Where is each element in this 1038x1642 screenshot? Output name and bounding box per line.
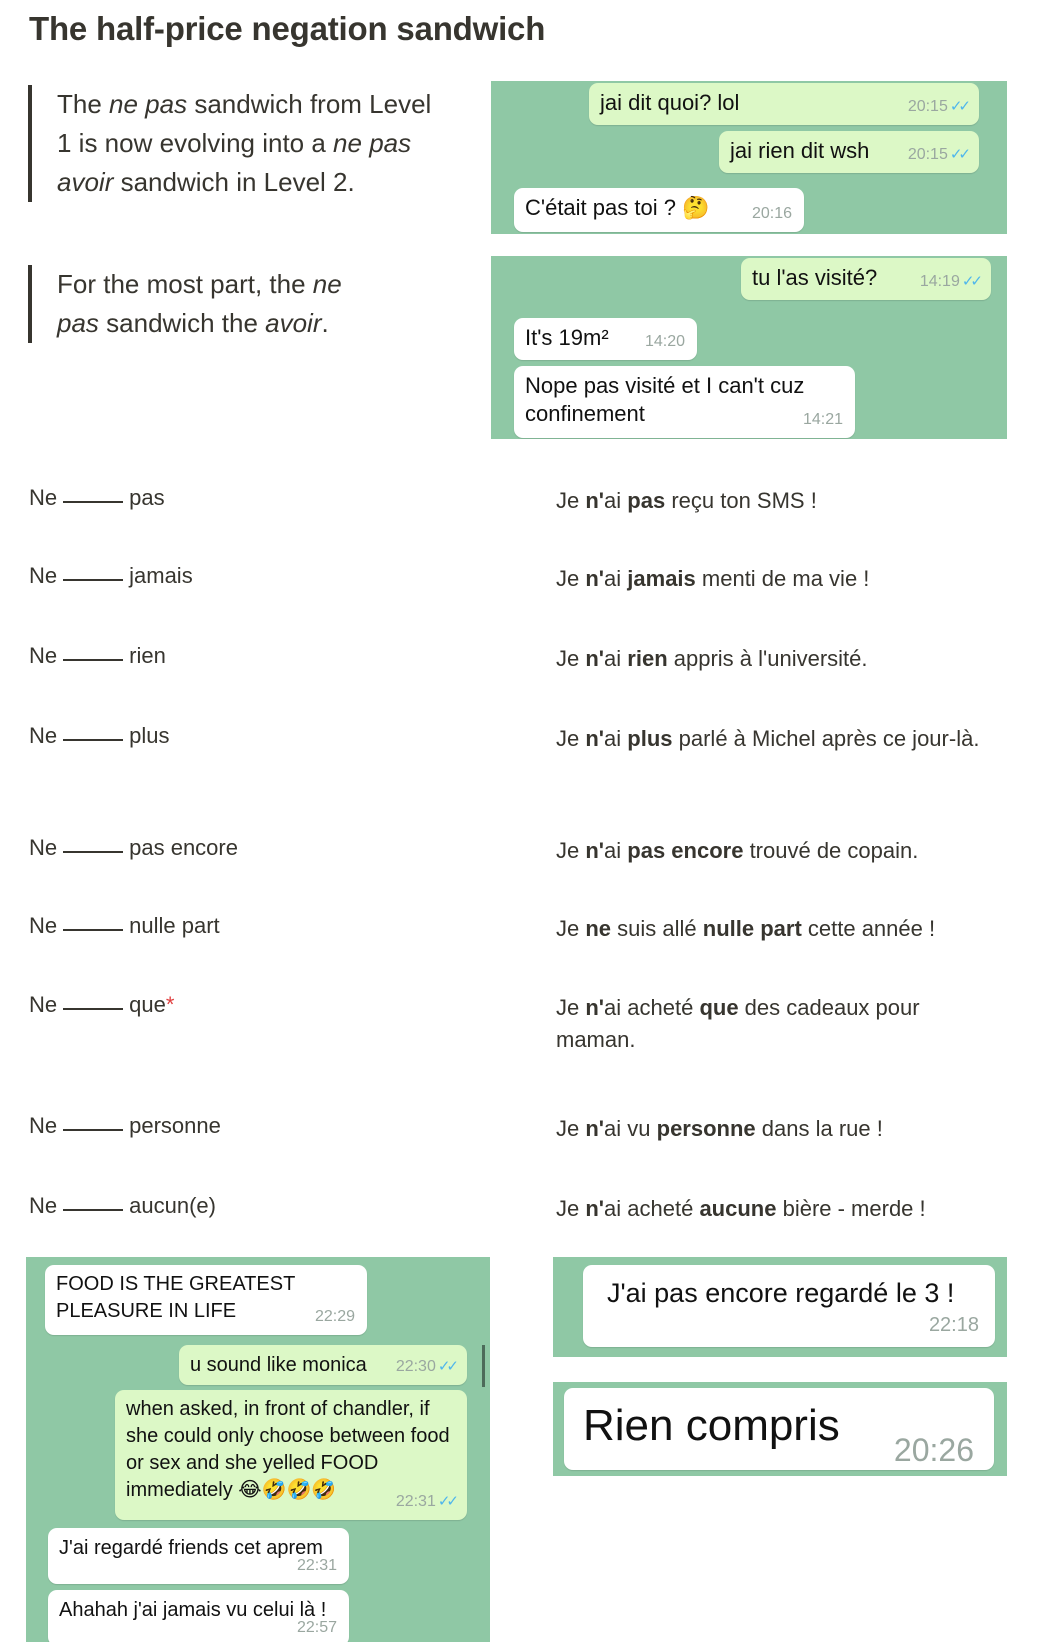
quote-block — [28, 85, 437, 202]
sentence-part: appris à l'université. — [667, 646, 868, 671]
blank-line — [63, 578, 123, 581]
blank-line — [63, 658, 123, 661]
negation-word: nulle part — [129, 913, 220, 938]
chat-screenshot — [491, 256, 1007, 439]
message-time: 14:19 ✓✓ — [919, 273, 979, 290]
sentence-bold-part: n' — [585, 1116, 605, 1141]
chat-bubble-incoming — [48, 1528, 349, 1584]
negation-pattern — [29, 563, 193, 589]
sentence-bold-part: plus — [627, 726, 673, 751]
example-sentence — [556, 1193, 996, 1225]
ne-word: Ne — [29, 913, 58, 938]
message-text: FOOD IS THE GREATEST PLEASURE IN LIFE — [56, 1273, 295, 1322]
negation-pattern — [29, 723, 169, 749]
message-time: 22:29 — [314, 1308, 355, 1325]
chat-bubble-incoming — [514, 188, 804, 232]
negation-pattern — [29, 835, 238, 861]
chat-bubble-outgoing — [719, 131, 979, 173]
example-sentence — [556, 485, 996, 517]
message-text: J'ai regardé friends cet aprem — [59, 1537, 323, 1559]
quote-italic: ne pas — [109, 89, 188, 119]
example-sentence — [556, 723, 996, 755]
sentence-bold-part: n' — [585, 646, 605, 671]
sentence-part: trouvé de copain. — [743, 838, 919, 863]
sentence-bold-part: n' — [585, 566, 605, 591]
sentence-part: Je — [556, 646, 586, 671]
quote-block — [28, 265, 387, 343]
read-ticks-icon: ✓✓ — [961, 273, 979, 290]
example-sentence — [556, 643, 996, 675]
message-time: 14:20 — [644, 333, 685, 350]
ne-word: Ne — [29, 992, 58, 1017]
chat-bubble-outgoing — [741, 258, 991, 300]
sentence-part: ai — [604, 488, 628, 513]
sentence-part: des cadeaux pour maman. — [556, 995, 920, 1052]
negation-pattern — [29, 913, 220, 939]
sentence-part: ai — [604, 646, 628, 671]
sentence-part: ai vu — [604, 1116, 657, 1141]
asterisk-mark: * — [165, 992, 175, 1017]
negation-word: pas — [129, 485, 165, 510]
blank-line — [63, 1007, 123, 1010]
negation-word: pas encore — [129, 835, 238, 860]
chat-screenshot — [553, 1382, 1007, 1476]
sentence-part: ai acheté — [604, 995, 700, 1020]
message-text: jai rien dit wsh — [730, 138, 870, 163]
sentence-bold-part: aucune — [699, 1196, 777, 1221]
negation-word: que — [129, 992, 166, 1017]
sentence-bold-part: rien — [627, 646, 668, 671]
read-ticks-icon: ✓✓ — [949, 98, 967, 115]
sentence-bold-part: pas — [627, 488, 666, 513]
message-text: tu l'as visité? — [752, 265, 878, 290]
quote-text: sandwich in Level 2. — [113, 167, 355, 197]
message-time: 14:21 — [802, 411, 843, 428]
chat-bubble-incoming — [514, 318, 697, 360]
sentence-part: ai — [604, 566, 628, 591]
message-time: 22:18 — [928, 1314, 979, 1336]
example-sentence — [556, 835, 996, 867]
quote-italic: ne pas avoir — [57, 128, 412, 197]
message-time: 20:15 ✓✓ — [907, 146, 967, 163]
message-time: 20:15 ✓✓ — [907, 98, 967, 115]
negation-word: jamais — [129, 563, 193, 588]
message-text: Ahahah j'ai jamais vu celui là ! — [59, 1599, 327, 1621]
message-time: 22:31 — [296, 1557, 337, 1574]
ne-word: Ne — [29, 1113, 58, 1138]
chat-screenshot — [553, 1257, 1007, 1357]
quote-italic: avoir — [265, 308, 322, 338]
sentence-bold-part: pas encore — [627, 838, 744, 863]
sentence-bold-part: que — [699, 995, 739, 1020]
sentence-bold-part: jamais — [627, 566, 696, 591]
example-sentence — [556, 913, 996, 945]
sentence-part: ai — [604, 726, 628, 751]
sentence-part: Je — [556, 1116, 586, 1141]
example-sentence — [556, 1113, 996, 1145]
sentence-part: ai acheté — [604, 1196, 700, 1221]
quote-text: . — [321, 308, 329, 338]
sentence-part: Je — [556, 1196, 586, 1221]
chat-bubble-outgoing — [179, 1345, 467, 1385]
ne-word: Ne — [29, 563, 58, 588]
message-time: 20:26 — [893, 1432, 974, 1468]
sentence-part: Je — [556, 488, 586, 513]
blank-line — [63, 928, 123, 931]
chat-bubble-incoming — [48, 1590, 349, 1642]
negation-word: aucun(e) — [129, 1193, 216, 1218]
message-time: 22:57 — [296, 1619, 337, 1636]
negation-pattern — [29, 643, 166, 669]
sentence-bold-part: n' — [585, 995, 605, 1020]
message-text: u sound like monica — [190, 1354, 367, 1376]
quote-text: sandwich the — [98, 308, 266, 338]
message-time: 22:31 ✓✓ — [395, 1493, 455, 1510]
sentence-bold-part: ne — [585, 916, 612, 941]
sentence-bold-part: n' — [585, 1196, 605, 1221]
example-sentence — [556, 992, 996, 1056]
read-ticks-icon: ✓✓ — [437, 1358, 455, 1375]
chat-bubble-incoming — [564, 1388, 994, 1470]
sentence-part: Je — [556, 566, 586, 591]
sentence-part: Je — [556, 916, 586, 941]
sentence-part: ai — [604, 838, 628, 863]
sentence-part: parlé à Michel après ce jour-là. — [672, 726, 980, 751]
message-time: 22:30 ✓✓ — [395, 1358, 455, 1375]
chat-bubble-outgoing — [589, 83, 979, 125]
page-title: The half-price negation sandwich — [29, 10, 546, 47]
chat-bubble-incoming — [514, 366, 855, 438]
sentence-part: Je — [556, 726, 586, 751]
blank-line — [63, 500, 123, 503]
negation-word: rien — [129, 643, 166, 668]
blank-line — [63, 1208, 123, 1211]
ne-word: Ne — [29, 723, 58, 748]
read-ticks-icon: ✓✓ — [949, 146, 967, 163]
sentence-part: Je — [556, 838, 586, 863]
ne-word: Ne — [29, 643, 58, 668]
chat-bubble-incoming — [583, 1265, 995, 1347]
chat-screenshot — [26, 1257, 490, 1642]
chat-screenshot — [491, 81, 1007, 234]
sentence-bold-part: n' — [585, 726, 605, 751]
negation-pattern — [29, 992, 174, 1018]
sentence-part: cette année ! — [801, 916, 936, 941]
sentence-part: suis allé — [611, 916, 703, 941]
message-text: C'était pas toi ? 🤔 — [525, 195, 710, 220]
quote-text: For the most part, the — [57, 269, 313, 299]
ne-word: Ne — [29, 485, 58, 510]
read-ticks-icon: ✓✓ — [437, 1493, 455, 1510]
ne-word: Ne — [29, 1193, 58, 1218]
quote-italic: ne pas — [57, 269, 342, 338]
sentence-part: bière - merde ! — [776, 1196, 926, 1221]
message-text: when asked, in front of chandler, if she could only choose between food or sex and she yelled FOOD immediately 😂🤣🤣🤣 — [126, 1398, 450, 1501]
blank-line — [63, 850, 123, 853]
sentence-part: Je — [556, 995, 586, 1020]
message-text: jai dit quoi? lol — [600, 90, 740, 115]
blank-line — [63, 1128, 123, 1131]
sentence-part: dans la rue ! — [755, 1116, 883, 1141]
ne-word: Ne — [29, 835, 58, 860]
message-text: Rien compris — [583, 1401, 840, 1450]
message-text: Nope pas visité et I can't cuz confinement — [525, 373, 805, 426]
sentence-part: reçu ton SMS ! — [665, 488, 817, 513]
chat-bubble-incoming — [45, 1265, 367, 1335]
negation-pattern — [29, 485, 165, 511]
quote-text: The — [57, 89, 110, 119]
negation-pattern — [29, 1113, 221, 1139]
sentence-bold-part: n' — [585, 838, 605, 863]
negation-word: personne — [129, 1113, 221, 1138]
message-text: J'ai pas encore regardé le 3 ! — [607, 1278, 955, 1308]
quote-text: sandwich from Level 1 is now evolving into a — [57, 89, 432, 158]
sentence-bold-part: n' — [585, 488, 605, 513]
sentence-part: menti de ma vie ! — [695, 566, 870, 591]
message-text: It's 19m² — [525, 325, 609, 350]
chat-bubble-outgoing — [115, 1390, 467, 1520]
example-sentence — [556, 563, 996, 595]
blank-line — [63, 738, 123, 741]
sentence-bold-part: nulle part — [702, 916, 802, 941]
message-time: 20:16 — [751, 205, 792, 222]
negation-pattern — [29, 1193, 216, 1219]
scrollbar[interactable] — [482, 1345, 485, 1387]
sentence-bold-part: personne — [656, 1116, 756, 1141]
negation-word: plus — [129, 723, 170, 748]
